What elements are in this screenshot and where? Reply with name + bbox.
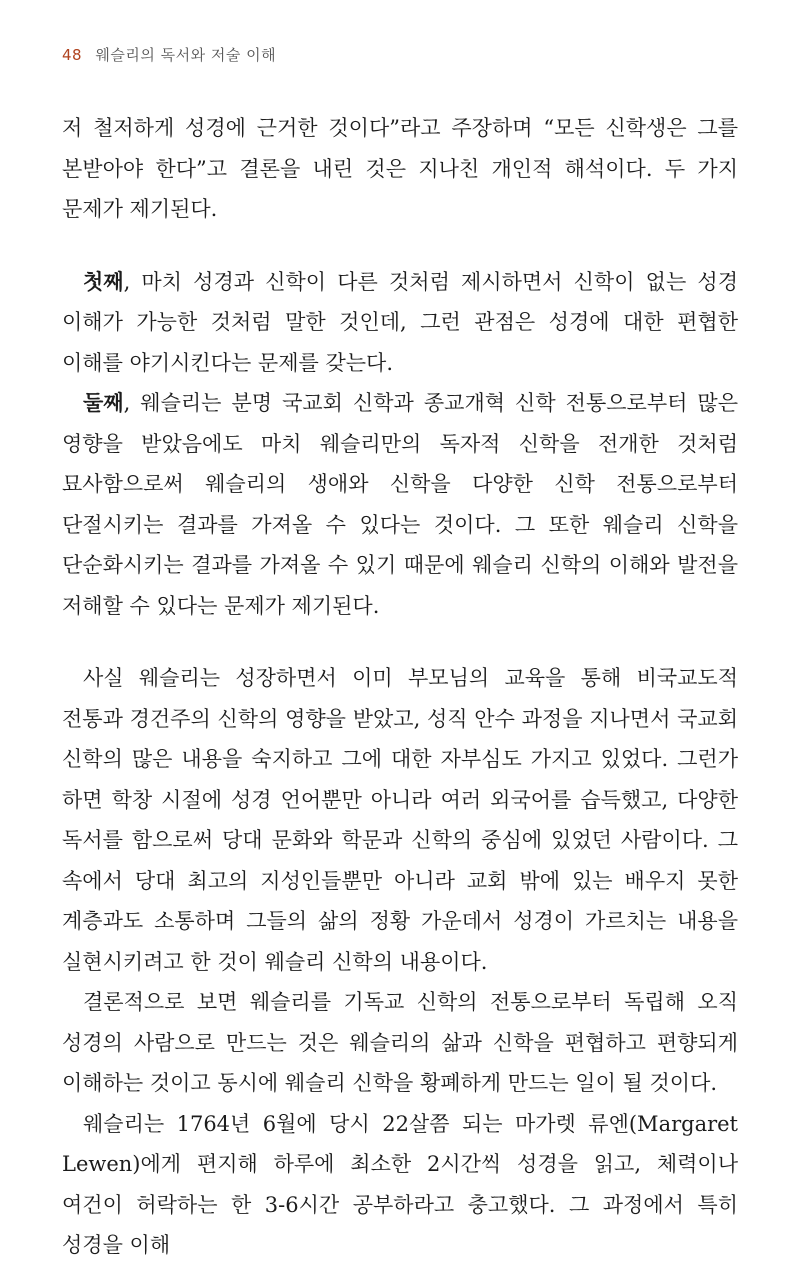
paragraph-second-point bbox=[62, 383, 738, 626]
running-title: 웨슬리의 독서와 저술 이해 bbox=[95, 46, 277, 64]
section-gap bbox=[62, 626, 738, 658]
second-point-text: , 웨슬리는 분명 국교회 신학과 종교개혁 신학 전통으로부터 많은 영향을 받았음에도 마치 웨슬리만의 독자적 신학을 전개한 것처럼 묘사함으로써 웨슬리의 생애와 신학을 다양한 신학 전통으로부터 단절시키는 결과를 가져올 수 있다는 것이다. 그 또한 웨슬리 신학을 단순화시키는 결과를 가져올 수 있기 때문에 웨슬리 신학의 이해와 발전을 저해할 수 있다는 문제가 제기된다. bbox=[62, 391, 738, 618]
section-gap bbox=[62, 230, 738, 262]
first-point-label: 첫째 bbox=[83, 268, 124, 294]
paragraph-conclusion: 결론적으로 보면 웨슬리를 기독교 신학의 전통으로부터 독립해 오직 성경의 사람으로 만드는 것은 웨슬리의 삶과 신학을 편협하고 편향되게 이해하는 것이고 동시에 웨슬리 신학을 황폐하게 만드는 일이 될 것이다. bbox=[62, 990, 738, 1095]
paragraph-continuation: 저 철저하게 성경에 근거한 것이다”라고 주장하며 “모든 신학생은 그를 본받아야 한다”고 결론을 내린 것은 지나친 개인적 해석이다. 두 가지 문제가 제기된다. bbox=[62, 116, 738, 221]
first-point-text: , 마치 성경과 신학이 다른 것처럼 제시하면서 신학이 없는 성경 이해가 가능한 것처럼 말한 것인데, 그런 관점은 성경에 대한 편협한 이해를 야기시킨다는 문제를 갖는다. bbox=[62, 269, 738, 375]
body-text bbox=[62, 108, 738, 1266]
page-number: 48 bbox=[62, 46, 83, 64]
running-header bbox=[62, 44, 276, 65]
paragraph-wesley-background: 사실 웨슬리는 성장하면서 이미 부모님의 교육을 통해 비국교도적 전통과 경건주의 신학의 영향을 받았고, 성직 안수 과정을 지나면서 국교회 신학의 많은 내용을 숙지하고 그에 대한 자부심도 가지고 있었다. 그런가 하면 학창 시절에 성경 언어뿐만 아니라 여러 외국어를 습득했고, 다양한 독서를 함으로써 당대 문화와 학문과 신학의 중심에 있었던 사람이다. 그 속에서 당대 최고의 지성인들뿐만 아니라 교회 밖에 있는 배우지 못한 계층과도 소통하며 그들의 삶의 정황 가운데서 성경이 가르치는 내용을 실현시키려고 한 것이 웨슬리 신학의 내용이다. bbox=[62, 666, 738, 974]
paragraph-letter-advice: 웨슬리는 1764년 6월에 당시 22살쯤 되는 마가렛 류엔(Margaret Lewen)에게 편지해 하루에 최소한 2시간씩 성경을 읽고, 체력이나 여건이 허락하는 한 3-6시간 공부하라고 충고했다. 그 과정에서 특히 성경을 이해 bbox=[62, 1111, 738, 1257]
second-point-label: 둘째 bbox=[83, 390, 124, 415]
paragraph-first-point bbox=[62, 262, 738, 384]
